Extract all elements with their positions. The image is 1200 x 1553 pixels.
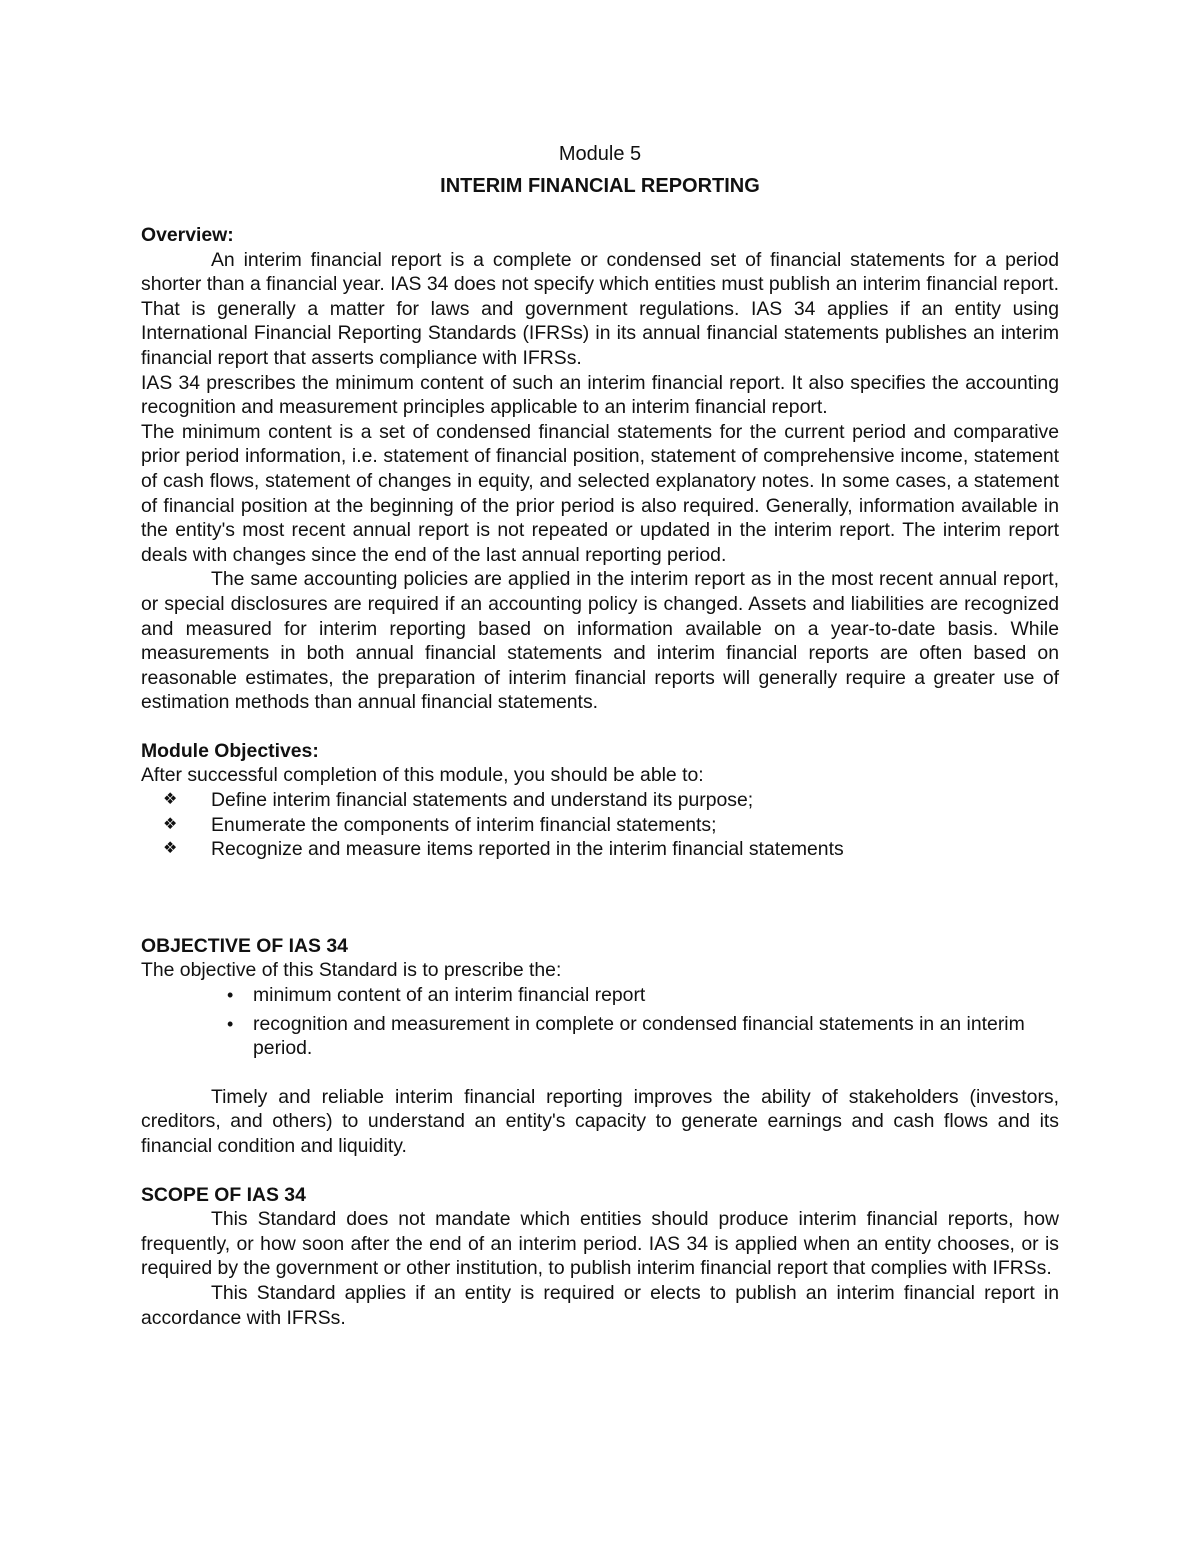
objective-ias34-heading: OBJECTIVE OF IAS 34 (141, 934, 348, 957)
objectives-heading: Module Objectives: (141, 739, 319, 762)
overview-paragraph: The same accounting policies are applied in the interim report as in the most recent annual report, or special disclosures are required if an accounting policy is changed. Assets and liabilities are recognized and measured for interim reporting based on information available on a year-to-date basis. While measurements in both annual financial statements and interim financial reports are often based on reasonable estimates, the preparation of interim financial reports will generally require a greater use of estimation methods than annual financial statements. (141, 568, 1059, 714)
bullet-icon: • (227, 985, 234, 1006)
objective-ias34-list (141, 983, 1059, 1061)
document-page (141, 141, 1059, 1330)
objective-ias34-paragraph: Timely and reliable interim financial reporting improves the ability of stakeholders (investors, creditors, and others) to understand an entity's capacity to generate earnings and cash flows and its financial condition and liquidity. (141, 1085, 1059, 1157)
bullet-icon: • (227, 1013, 234, 1034)
scope-ias34-section (141, 1183, 1059, 1331)
scope-paragraph: This Standard applies if an entity is required or elects to publish an interim financial report in accordance with IFRSs. (141, 1281, 1059, 1329)
objective-item (141, 813, 1059, 838)
objective-ias34-intro: The objective of this Standard is to prescribe the: (141, 959, 562, 982)
overview-heading: Overview: (141, 224, 234, 246)
objective-text: Define interim financial statements and understand its purpose; (211, 789, 754, 812)
objectives-list (141, 788, 1059, 862)
diamond-bullet-icon: ❖ (163, 840, 178, 858)
objective-ias34-text: recognition and measurement in complete or condensed financial statements in an interim period. (253, 1012, 1025, 1060)
module-title: INTERIM FINANCIAL REPORTING (440, 175, 760, 197)
objective-ias34-text: minimum content of an interim financial report (253, 984, 646, 1007)
objective-ias34-item (141, 983, 1059, 1008)
diamond-bullet-icon: ❖ (163, 815, 178, 833)
overview-paragraph: The minimum content is a set of condensed financial statements for the current period and comparative prior period information, i.e. statement of financial position, statement of comprehensive income, statement of cash flows, statement of changes in equity, and selected explanatory notes. In some cases, a statement of financial position at the beginning of the prior period is also required. Generally, information available in the entity's most recent annual report is not repeated or updated in the interim report. The interim report deals with changes since the end of the last annual reporting period. (141, 420, 1059, 566)
overview-paragraph: An interim financial report is a complete or condensed set of financial statements for a period shorter than a financial year. IAS 34 does not specify which entities must publish an interim financial report. That is generally a matter for laws and government regulations. IAS 34 applies if an entity using International Financial Reporting Standards (IFRSs) in its annual financial statements publishes an interim financial report that asserts compliance with IFRSs. (141, 248, 1059, 369)
diamond-bullet-icon: ❖ (163, 791, 178, 809)
scope-ias34-heading: SCOPE OF IAS 34 (141, 1183, 306, 1206)
objectives-section (141, 739, 1059, 862)
objective-item (141, 837, 1059, 862)
objective-ias34-section (141, 934, 1059, 1159)
module-label: Module 5 (558, 143, 642, 165)
objective-ias34-item (141, 1012, 1059, 1061)
overview-section (141, 223, 1059, 715)
overview-paragraph: IAS 34 prescribes the minimum content of such an interim financial report. It also specifies the accounting recognition and measurement principles applicable to an interim financial report. (141, 371, 1059, 419)
title-block (141, 141, 1059, 199)
scope-paragraph: This Standard does not mandate which entities should produce interim financial reports, how frequently, or how soon after the end of an interim period. IAS 34 is applied when an entity chooses, or is required by the government or other institution, to publish interim financial report that complies with IFRSs. (141, 1208, 1059, 1280)
objective-text: Recognize and measure items reported in the interim financial statements (211, 838, 844, 861)
objectives-intro: After successful completion of this module, you should be able to: (141, 764, 704, 787)
objective-text: Enumerate the components of interim financial statements; (211, 813, 717, 836)
objective-item (141, 788, 1059, 813)
